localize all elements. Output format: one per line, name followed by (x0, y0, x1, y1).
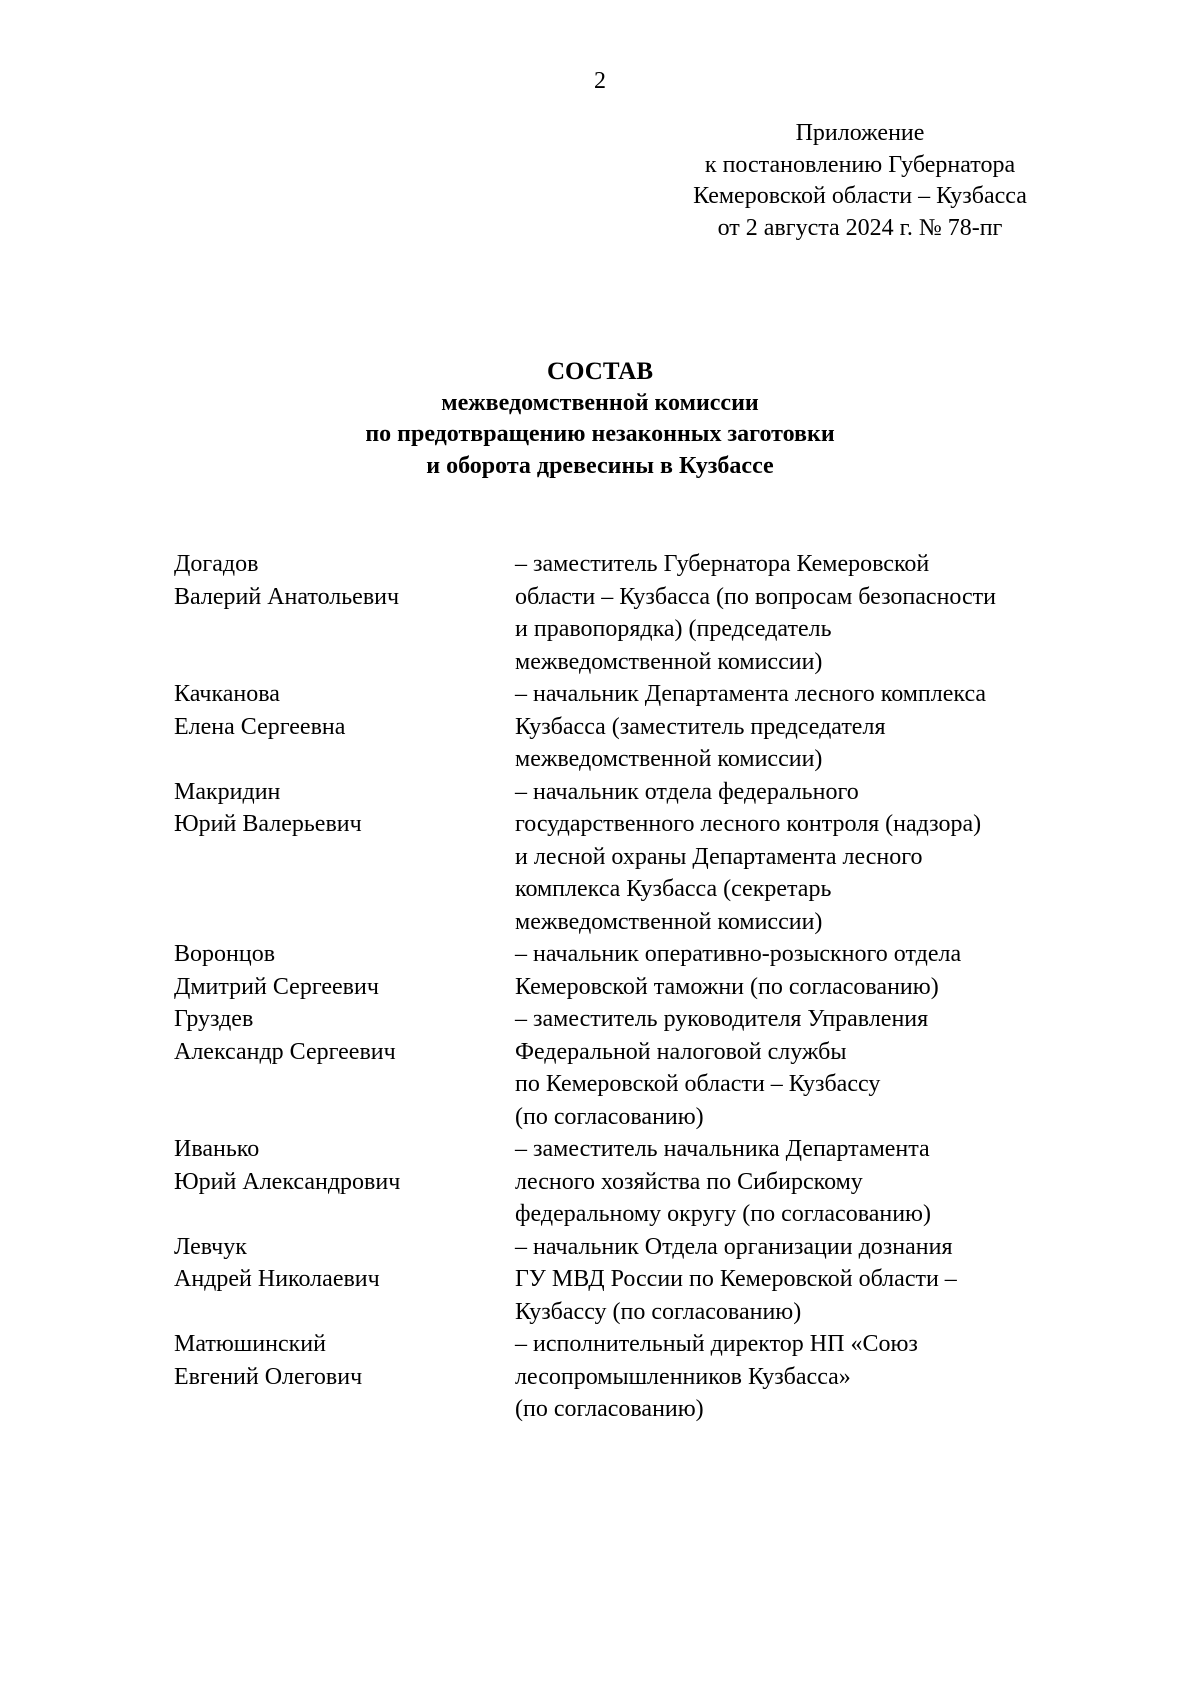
page-number: 2 (594, 68, 606, 94)
role-line: лесного хозяйства по Сибирскому (515, 1168, 863, 1195)
member-given-name: Андрей Николаевич (174, 1266, 380, 1292)
member-name (174, 1003, 515, 1133)
title-line: межведомственной комиссии (441, 389, 759, 416)
role-line: по Кемеровской области – Кузбассу (515, 1071, 881, 1097)
role-line: федеральному округу (по согласованию) (515, 1201, 931, 1227)
member-name (174, 678, 515, 776)
role-line: и лесной охраны Департамента лесного (515, 843, 923, 870)
role-line: области – Кузбасса (по вопросам безопасности (515, 583, 997, 610)
member-role (515, 938, 1104, 1003)
role-line: комплекса Кузбасса (секретарь (515, 876, 832, 902)
members-list (174, 548, 1104, 1426)
member-role (515, 1231, 1104, 1329)
member-role (515, 1328, 1104, 1426)
member-given-name: Валерий Анатольевич (174, 583, 400, 610)
role-line: Кузбассу (по согласованию) (515, 1298, 802, 1325)
member-given-name: Александр Сергеевич (174, 1038, 396, 1065)
role-line: – исполнительный директор НП «Союз (515, 1331, 918, 1357)
role-line: (по согласованию) (515, 1103, 704, 1130)
member-entry (174, 1231, 1104, 1329)
title-main: СОСТАВ (546, 358, 654, 385)
role-line: Кемеровской таможни (по согласованию) (515, 973, 939, 1000)
member-name (174, 1133, 515, 1231)
member-surname: Левчук (174, 1233, 247, 1260)
role-line: – заместитель Губернатора Кемеровской (515, 551, 930, 577)
member-surname: Матюшинский (174, 1331, 326, 1357)
role-line: ГУ МВД России по Кемеровской области – (515, 1266, 957, 1292)
member-surname: Груздев (174, 1006, 254, 1032)
title-line: и оборота древесины в Кузбассе (426, 452, 774, 479)
member-given-name: Юрий Валерьевич (174, 811, 362, 837)
role-line: лесопромышленников Кузбасса» (515, 1363, 851, 1390)
member-given-name: Елена Сергеевна (174, 713, 346, 740)
role-line: Федеральной налоговой службы (515, 1038, 847, 1065)
member-given-name: Дмитрий Сергеевич (174, 973, 379, 1000)
role-line: – начальник отдела федерального (515, 778, 859, 805)
member-name (174, 938, 515, 1003)
role-line: – заместитель начальника Департамента (515, 1136, 930, 1162)
role-line: – начальник оперативно-розыскного отдела (515, 941, 962, 967)
member-entry (174, 1328, 1104, 1426)
member-role (515, 1003, 1104, 1133)
appendix-block (640, 118, 1080, 244)
role-line: межведомственной комиссии) (515, 908, 823, 935)
appendix-line: к постановлению Губернатора (704, 151, 1016, 178)
member-given-name: Евгений Олегович (174, 1363, 363, 1390)
appendix-line: Кемеровской области – Кузбасса (693, 183, 1027, 209)
member-role (515, 776, 1104, 939)
member-name (174, 1231, 515, 1329)
member-entry (174, 548, 1104, 678)
member-entry (174, 1003, 1104, 1133)
member-name (174, 1328, 515, 1426)
role-line: – начальник Департамента лесного комплекса (515, 681, 987, 707)
member-surname: Макридин (174, 778, 281, 805)
member-name (174, 548, 515, 678)
member-surname: Качканова (174, 681, 280, 707)
role-line: – заместитель руководителя Управления (515, 1006, 929, 1032)
member-name (174, 776, 515, 939)
role-line: межведомственной комиссии) (515, 746, 823, 772)
member-surname: Воронцов (174, 941, 276, 967)
member-entry (174, 678, 1104, 776)
member-surname: Иванько (174, 1136, 260, 1162)
role-line: межведомственной комиссии) (515, 648, 823, 675)
member-role (515, 1133, 1104, 1231)
member-entry (174, 776, 1104, 939)
member-role (515, 678, 1104, 776)
member-entry (174, 938, 1104, 1003)
member-given-name: Юрий Александрович (174, 1168, 401, 1195)
member-entry (174, 1133, 1104, 1231)
appendix-line: от 2 августа 2024 г. № 78-пг (717, 214, 1003, 241)
role-line: и правопорядка) (председатель (515, 616, 832, 642)
role-line: (по согласованию) (515, 1396, 704, 1422)
role-line: государственного лесного контроля (надзора) (515, 811, 982, 837)
role-line: – начальник Отдела организации дознания (515, 1233, 953, 1260)
role-line: Кузбасса (заместитель председателя (515, 713, 886, 740)
member-surname: Догадов (174, 551, 259, 577)
appendix-line: Приложение (795, 120, 925, 146)
member-role (515, 548, 1104, 678)
document-title (0, 356, 1200, 482)
title-line: по предотвращению незаконных заготовки (365, 421, 835, 447)
